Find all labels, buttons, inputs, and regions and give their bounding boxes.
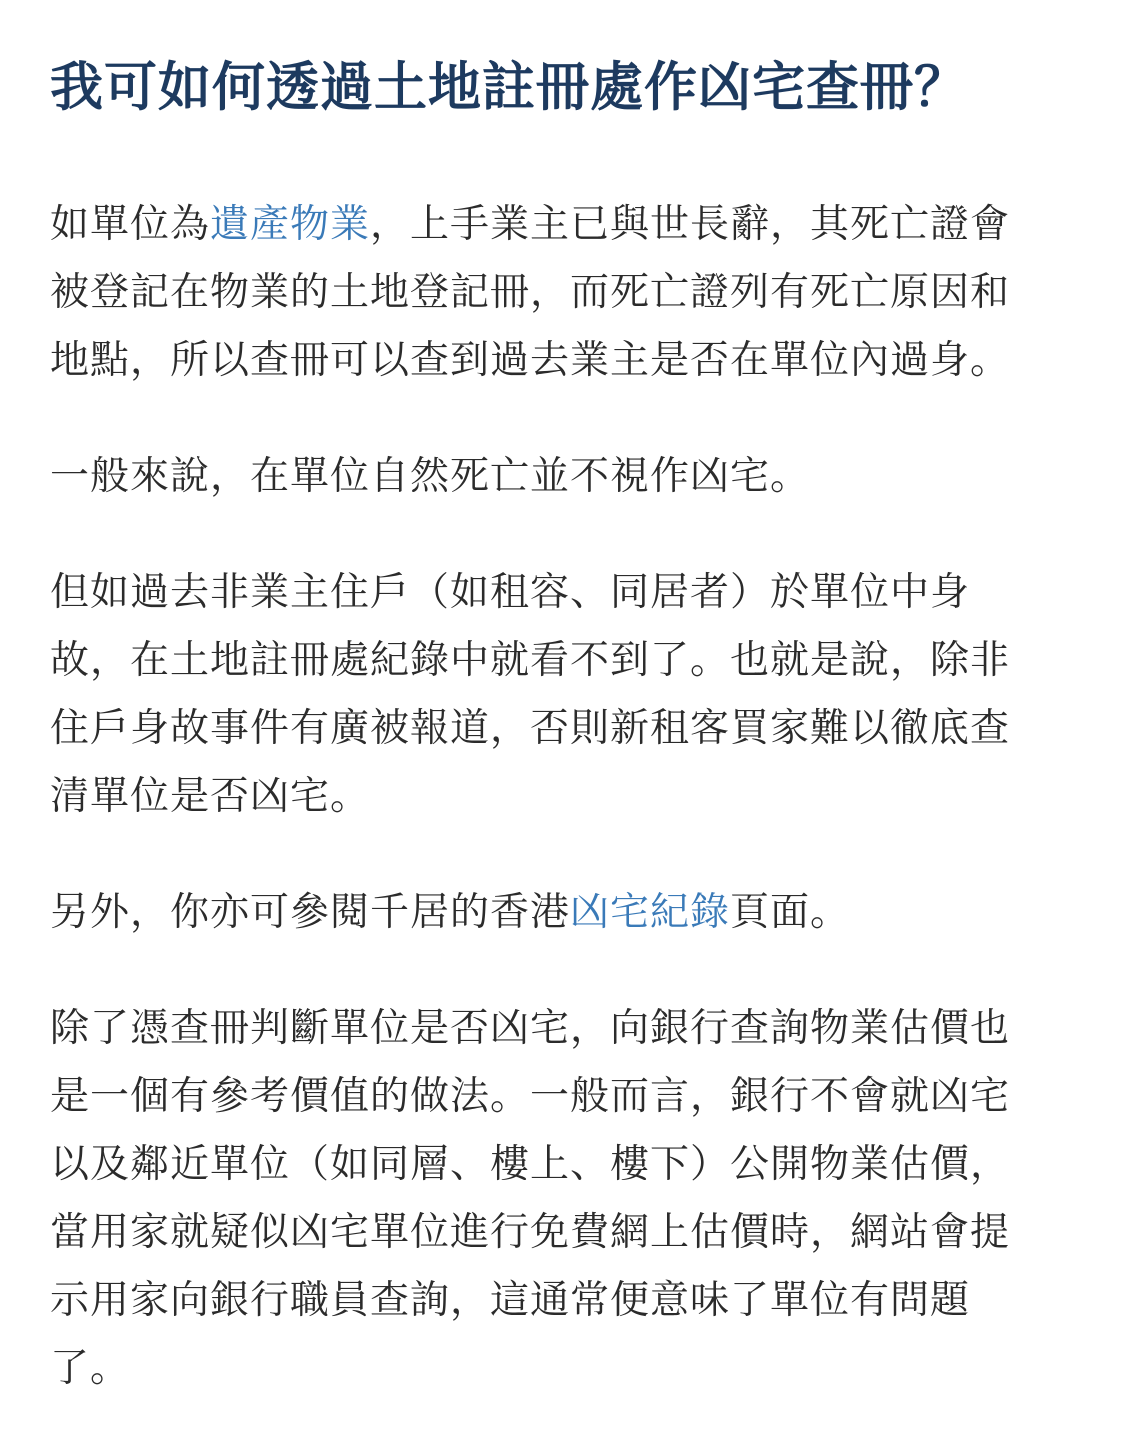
text-line: 是一個有參考價值的做法。一般而言，銀行不會就凶宅 [50, 1074, 1011, 1119]
text-line: 地點，所以查冊可以查到過去業主是否在單位內過身。 [50, 338, 1011, 383]
text-line: 了。 [50, 1346, 131, 1391]
text-line: 一般來說，在單位自然死亡並不視作凶宅。 [50, 454, 811, 499]
paragraph-bank-valuation [50, 995, 1065, 1403]
text-segment: ，上手業主已與世長辭，其死亡證會 [370, 202, 1011, 247]
paragraph-natural-death [50, 443, 1065, 511]
text-line: 以及鄰近單位（如同層、樓上、樓下）公開物業估價， [50, 1142, 1011, 1187]
text-line: 示用家向銀行職員查詢，這通常便意味了單位有問題 [50, 1278, 971, 1323]
article [50, 52, 1065, 1403]
haunted-records-link[interactable]: 凶宅紀錄 [570, 890, 731, 935]
text-line [50, 879, 1065, 947]
text-segment: 如單位為 [50, 202, 211, 247]
paragraph-estate-property [50, 191, 1065, 395]
paragraph-haunted-records [50, 879, 1065, 947]
text-segment: 另外，你亦可參閱千居的香港 [50, 890, 571, 935]
text-line: 住戶身故事件有廣被報道，否則新租客買家難以徹底查 [50, 706, 1011, 751]
text-line: 當用家就疑似凶宅單位進行免費網上估價時，網站會提 [50, 1210, 1011, 1255]
text-line: 除了憑查冊判斷單位是否凶宅，向銀行查詢物業估價也 [50, 1006, 1011, 1051]
text-line: 被登記在物業的土地登記冊，而死亡證列有死亡原因和 [50, 270, 1011, 315]
text-line: 清單位是否凶宅。 [50, 774, 371, 819]
text-line: 故，在土地註冊處紀錄中就看不到了。也就是說，除非 [50, 638, 1011, 683]
text-line [50, 191, 1065, 259]
article-heading: 我可如何透過土地註冊處作凶宅查冊？ [50, 57, 968, 118]
estate-property-link[interactable]: 遺產物業 [210, 202, 371, 247]
text-segment: 頁面。 [730, 890, 851, 935]
text-line: 但如過去非業主住戶（如租容、同居者）於單位中身 [50, 570, 971, 615]
paragraph-non-owner-death [50, 559, 1065, 831]
